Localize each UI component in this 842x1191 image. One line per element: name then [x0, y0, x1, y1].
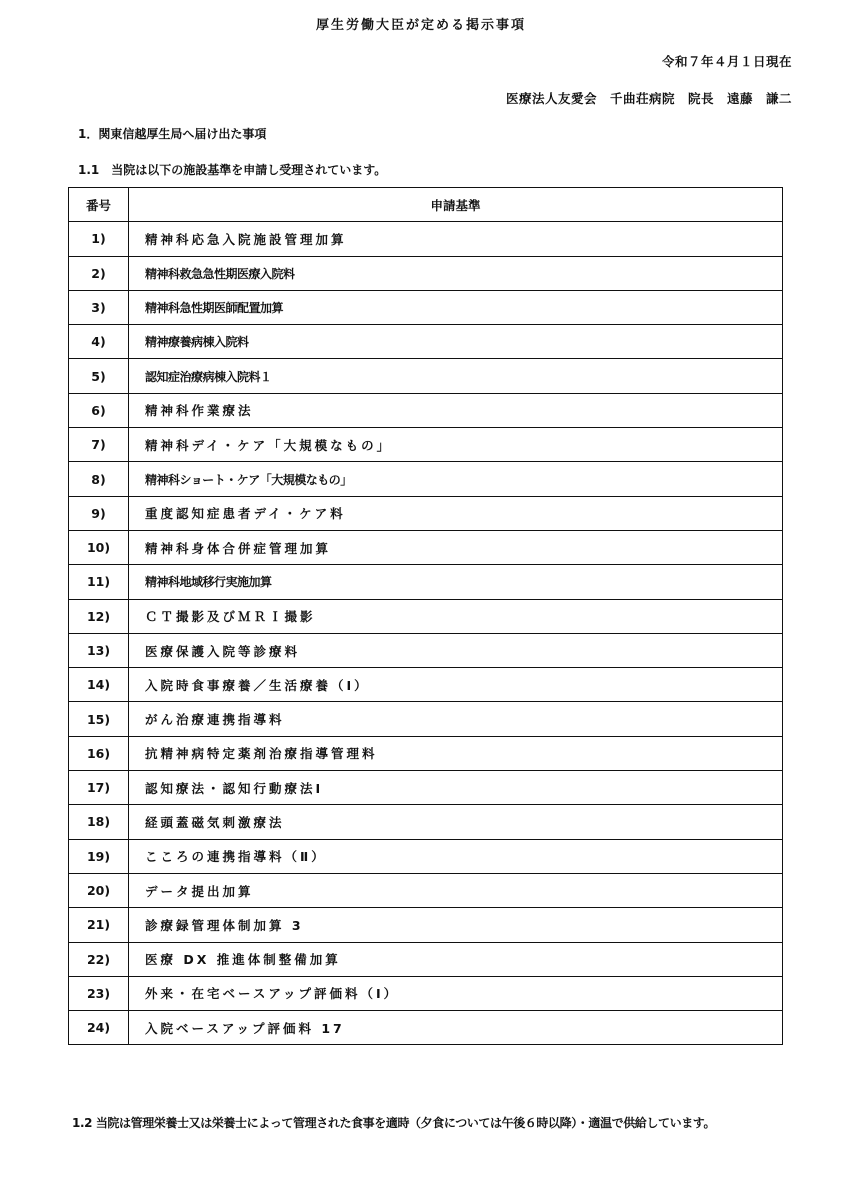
facility-criteria-table [68, 187, 783, 1045]
criteria-name: こころの連携指導料（Ⅱ） [129, 839, 783, 873]
row-number: 6) [69, 393, 129, 427]
row-number: 8) [69, 462, 129, 496]
row-number: 11) [69, 565, 129, 599]
row-number: 22) [69, 942, 129, 976]
table-row [69, 530, 783, 564]
table-row [69, 359, 783, 393]
table-row [69, 1011, 783, 1045]
table-header-row [69, 188, 783, 222]
criteria-name: 重度認知症患者デイ・ケア料 [129, 496, 783, 530]
criteria-name: 入院時食事療養／生活療養（Ⅰ） [129, 668, 783, 702]
table-row [69, 873, 783, 907]
row-number: 12) [69, 599, 129, 633]
table-row [69, 428, 783, 462]
criteria-name: 精神科作業療法 [129, 393, 783, 427]
table-row [69, 633, 783, 667]
criteria-name: 認知療法・認知行動療法Ⅰ [129, 771, 783, 805]
row-number: 1) [69, 222, 129, 256]
criteria-name: 精神科ショート・ケア「大規模なもの」 [129, 462, 783, 496]
table-row [69, 908, 783, 942]
table-row [69, 290, 783, 324]
criteria-name: 精神療養病棟入院料 [129, 325, 783, 359]
row-number: 17) [69, 771, 129, 805]
table-row [69, 702, 783, 736]
row-number: 13) [69, 633, 129, 667]
criteria-name: 外来・在宅ベースアップ評価料（Ⅰ） [129, 976, 783, 1010]
row-number: 19) [69, 839, 129, 873]
table-row [69, 839, 783, 873]
criteria-name: 精神科急性期医師配置加算 [129, 290, 783, 324]
meal-service-note: 1.2 当院は管理栄養士又は栄養士によって管理された食事を適時（夕食については午後６時以降）・適温で供給しています。 [72, 1116, 716, 1130]
table-row [69, 256, 783, 290]
table-row [69, 668, 783, 702]
subsection-heading: 1.1 当院は以下の施設基準を申請し受理されています。 [78, 163, 387, 177]
table-row [69, 222, 783, 256]
criteria-name: 医療 DX 推進体制整備加算 [129, 942, 783, 976]
criteria-name: 医療保護入院等診療料 [129, 633, 783, 667]
criteria-name: 精神科デイ・ケア「大規模なもの」 [129, 428, 783, 462]
row-number: 5) [69, 359, 129, 393]
row-number: 15) [69, 702, 129, 736]
row-number: 9) [69, 496, 129, 530]
table-row [69, 393, 783, 427]
effective-date: 令和７年４月１日現在 [661, 54, 792, 69]
organization-signature: 医療法人友愛会 千曲荘病院 院長 遠藤 謙二 [505, 91, 792, 106]
criteria-name: 認知症治療病棟入院料１ [129, 359, 783, 393]
table-row [69, 599, 783, 633]
column-header-number: 番号 [69, 188, 129, 222]
row-number: 16) [69, 736, 129, 770]
table-row [69, 462, 783, 496]
table-row [69, 942, 783, 976]
criteria-name: データ提出加算 [129, 873, 783, 907]
row-number: 18) [69, 805, 129, 839]
row-number: 10) [69, 530, 129, 564]
section-heading: 1．関東信越厚生局へ届け出た事項 [78, 127, 267, 141]
row-number: 24) [69, 1011, 129, 1045]
criteria-name: 診療録管理体制加算 3 [129, 908, 783, 942]
criteria-name: 入院ベースアップ評価料 17 [129, 1011, 783, 1045]
criteria-name: 精神科地域移行実施加算 [129, 565, 783, 599]
row-number: 23) [69, 976, 129, 1010]
row-number: 2) [69, 256, 129, 290]
criteria-name: 抗精神病特定薬剤治療指導管理料 [129, 736, 783, 770]
criteria-name: 精神科身体合併症管理加算 [129, 530, 783, 564]
row-number: 14) [69, 668, 129, 702]
criteria-name: ＣＴ撮影及びＭＲＩ撮影 [129, 599, 783, 633]
table-row [69, 976, 783, 1010]
table-row [69, 736, 783, 770]
criteria-name: 精神科救急急性期医療入院料 [129, 256, 783, 290]
row-number: 7) [69, 428, 129, 462]
table-row [69, 565, 783, 599]
page-title: 厚生労働大臣が定める掲示事項 [315, 18, 526, 33]
row-number: 21) [69, 908, 129, 942]
criteria-name: 精神科応急入院施設管理加算 [129, 222, 783, 256]
table-body [69, 222, 783, 1045]
table-row [69, 325, 783, 359]
table-row [69, 771, 783, 805]
criteria-name: 経頭蓋磁気刺激療法 [129, 805, 783, 839]
table-row [69, 805, 783, 839]
row-number: 20) [69, 873, 129, 907]
row-number: 4) [69, 325, 129, 359]
row-number: 3) [69, 290, 129, 324]
column-header-criteria: 申請基準 [129, 188, 783, 222]
table-row [69, 496, 783, 530]
criteria-name: がん治療連携指導料 [129, 702, 783, 736]
